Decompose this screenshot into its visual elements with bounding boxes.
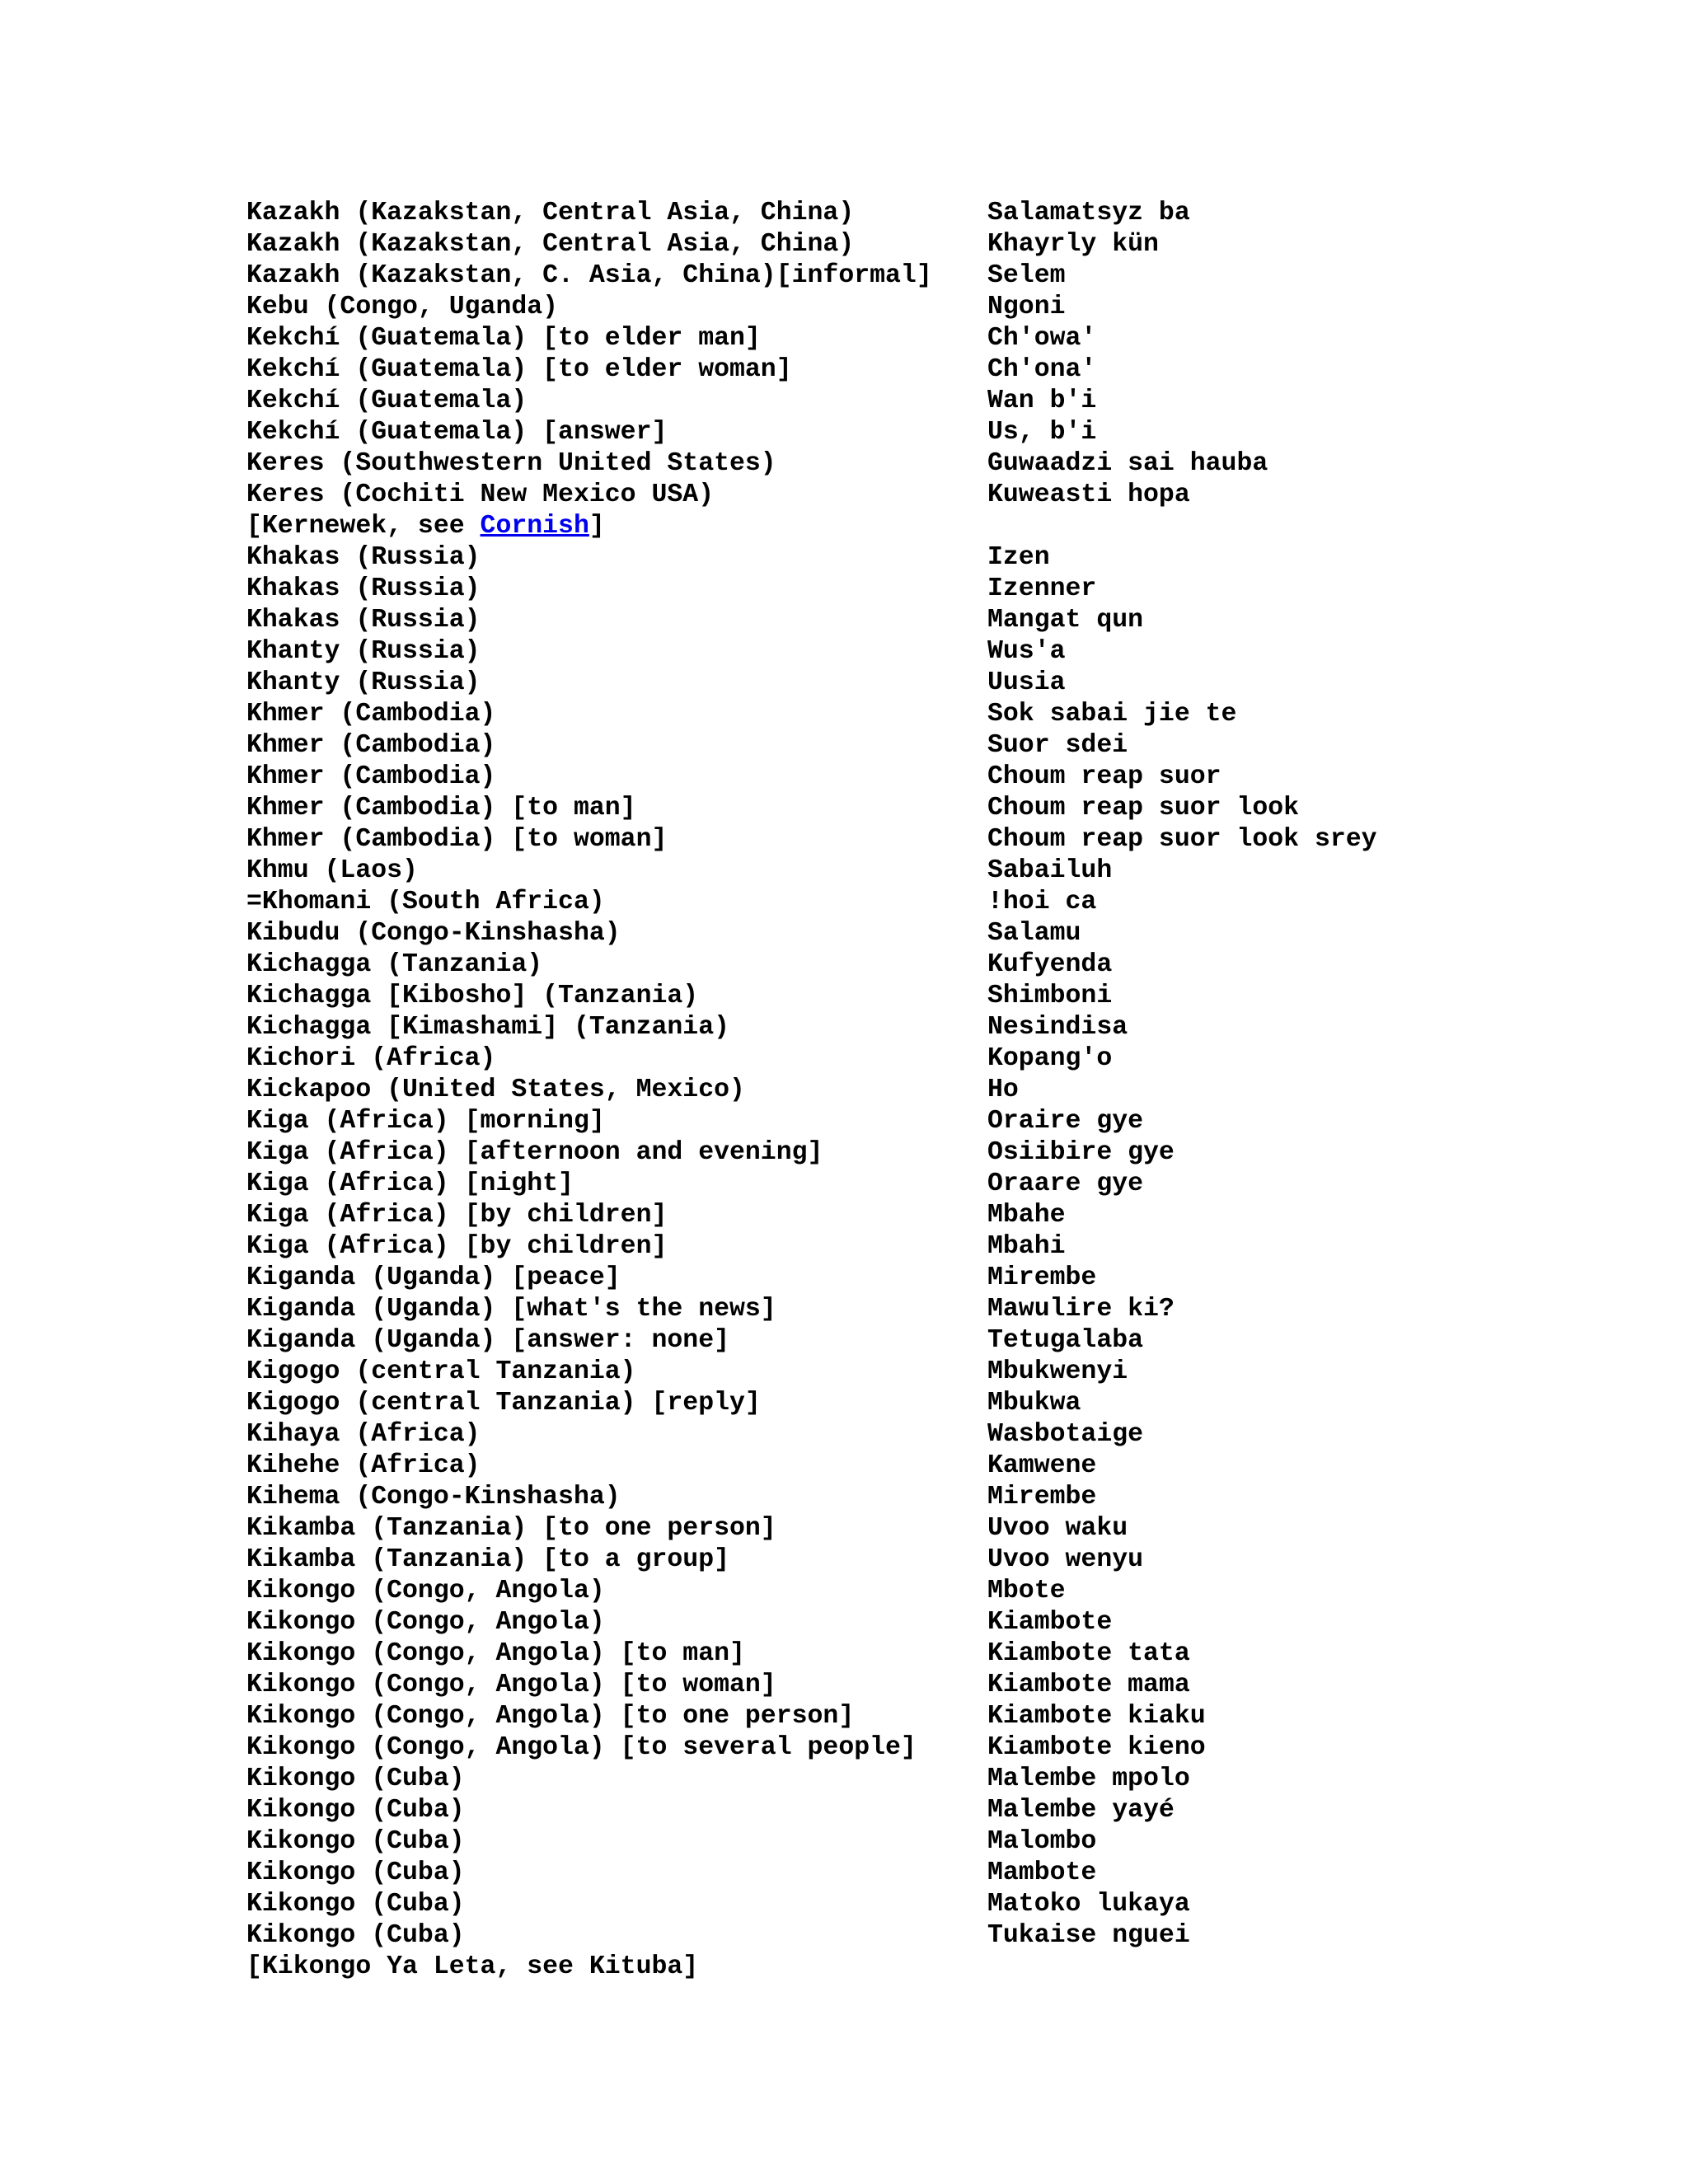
language-name: Kekchí (Guatemala) [246, 387, 528, 415]
language-name: Kikongo (Cuba) [246, 1858, 465, 1887]
language-name: Khmer (Cambodia) [246, 700, 496, 729]
language-name: Kichagga (Tanzania) [246, 950, 543, 979]
greeting-row [246, 855, 1648, 887]
greeting-text: Salamatsyz ba [987, 199, 1190, 227]
language-name: Kikongo (Cuba) [246, 1765, 465, 1793]
kernewek-note-prefix: [Kernewek, see [246, 512, 481, 541]
greeting-text: Khayrly kün [987, 230, 1159, 259]
greeting-row [246, 1357, 1648, 1388]
language-name: Kihema (Congo-Kinshasha) [246, 1483, 621, 1511]
greeting-row [246, 292, 1648, 323]
greeting-row [246, 1231, 1648, 1263]
greeting-text: Sabailuh [987, 856, 1113, 885]
language-name: Kihaya (Africa) [246, 1420, 481, 1449]
greeting-text: !hoi ca [987, 888, 1097, 916]
greeting-text: Mirembe [987, 1263, 1097, 1292]
greeting-text: Mirembe [987, 1483, 1097, 1511]
language-name: Kikongo (Cuba) [246, 1796, 465, 1825]
greeting-text: Us, b'i [987, 418, 1097, 447]
greeting-text: Shimboni [987, 982, 1113, 1010]
language-name: Kibudu (Congo-Kinshasha) [246, 919, 621, 948]
greeting-row [246, 1764, 1648, 1795]
greeting-text: Mawulire ki? [987, 1295, 1175, 1324]
language-name: Kikongo (Cuba) [246, 1890, 465, 1919]
greeting-text: Selem [987, 261, 1066, 290]
greeting-row [246, 1544, 1648, 1576]
greeting-text: Choum reap suor [987, 762, 1221, 791]
language-name: Kebu (Congo, Uganda) [246, 293, 559, 321]
greeting-text: Malembe mpolo [987, 1765, 1190, 1793]
language-name: Kazakh (Kazakstan, Central Asia, China) [246, 230, 855, 259]
greeting-row [246, 730, 1648, 762]
greeting-text: Oraire gye [987, 1107, 1144, 1136]
language-name: Khakas (Russia) [246, 606, 481, 635]
greeting-row [246, 981, 1648, 1012]
greeting-text: Mbote [987, 1577, 1066, 1605]
greeting-text: Guwaadzi sai hauba [987, 449, 1268, 478]
greeting-row [246, 1137, 1648, 1169]
greeting-row [246, 1858, 1648, 1889]
greeting-row [246, 1043, 1648, 1075]
greeting-text: Malembe yayé [987, 1796, 1175, 1825]
language-name: Khmer (Cambodia) [to woman] [246, 825, 668, 854]
language-name: Khanty (Russia) [246, 668, 481, 697]
language-name: Kekchí (Guatemala) [to elder man] [246, 324, 761, 353]
greeting-text: Kufyenda [987, 950, 1113, 979]
language-name: Kikamba (Tanzania) [to a group] [246, 1545, 729, 1574]
greeting-row [246, 1263, 1648, 1294]
greeting-row [246, 605, 1648, 636]
greeting-row [246, 260, 1648, 292]
language-name: Kigogo (central Tanzania) [246, 1357, 636, 1386]
language-name: Khmer (Cambodia) [246, 731, 496, 760]
greeting-row [246, 448, 1648, 480]
greeting-row [246, 918, 1648, 949]
greeting-text: Izen [987, 543, 1050, 572]
language-name: Kichori (Africa) [246, 1044, 496, 1073]
greeting-text: Kiambote [987, 1608, 1113, 1637]
language-name: Kazakh (Kazakstan, Central Asia, China) [246, 199, 855, 227]
greeting-text: Izenner [987, 574, 1097, 603]
greeting-text: Malombo [987, 1827, 1097, 1856]
greeting-row [246, 1294, 1648, 1325]
greeting-text: Suor sdei [987, 731, 1128, 760]
greeting-row [246, 1169, 1648, 1200]
language-name: Kikongo (Cuba) [246, 1827, 465, 1856]
language-name: Khakas (Russia) [246, 543, 481, 572]
greeting-row [246, 542, 1648, 574]
greeting-row [246, 949, 1648, 981]
greeting-row [246, 887, 1648, 918]
language-name: Keres (Cochiti New Mexico USA) [246, 480, 715, 509]
greeting-text: Wan b'i [987, 387, 1097, 415]
greeting-text: Nesindisa [987, 1013, 1128, 1042]
language-name: Khmu (Laos) [246, 856, 418, 885]
language-name: Khakas (Russia) [246, 574, 481, 603]
greeting-text: Ch'owa' [987, 324, 1097, 353]
greeting-row [246, 1889, 1648, 1920]
language-name: Kazakh (Kazakstan, C. Asia, China)[informal] [246, 261, 932, 290]
language-name: Kikongo (Congo, Angola) [to man] [246, 1639, 745, 1668]
greeting-text: Salamu [987, 919, 1081, 948]
greeting-row [246, 1732, 1648, 1764]
greeting-row [246, 1513, 1648, 1544]
greeting-text: Wasbotaige [987, 1420, 1144, 1449]
language-name: Kiganda (Uganda) [answer: none] [246, 1326, 729, 1355]
language-name: Kichagga [Kibosho] (Tanzania) [246, 982, 699, 1010]
greeting-text: Osiibire gye [987, 1138, 1175, 1167]
greetings-block-a [246, 198, 1648, 511]
greeting-text: Kiambote kiaku [987, 1702, 1206, 1731]
kikongo-ya-leta-note: [Kikongo Ya Leta, see Kituba] [246, 1952, 699, 1981]
language-name: Kiga (Africa) [night] [246, 1169, 574, 1198]
greeting-text: Ngoni [987, 293, 1066, 321]
greeting-text: Uvoo waku [987, 1514, 1128, 1543]
language-name: Khanty (Russia) [246, 637, 481, 666]
greeting-row [246, 1576, 1648, 1607]
greeting-text: Mbahi [987, 1232, 1066, 1261]
greeting-text: Sok sabai jie te [987, 700, 1237, 729]
greeting-text: Tetugalaba [987, 1326, 1144, 1355]
greetings-block-b [246, 542, 1648, 1952]
greeting-row [246, 1920, 1648, 1952]
greeting-row [246, 1106, 1648, 1137]
language-name: Kichagga [Kimashami] (Tanzania) [246, 1013, 729, 1042]
language-name: Khmer (Cambodia) [246, 762, 496, 791]
language-name: Kickapoo (United States, Mexico) [246, 1076, 745, 1104]
greeting-text: Kopang'o [987, 1044, 1113, 1073]
language-name: Kikongo (Congo, Angola) [to woman] [246, 1671, 776, 1699]
greeting-row [246, 198, 1648, 229]
greeting-text: Kiambote tata [987, 1639, 1190, 1668]
language-name: Kiga (Africa) [by children] [246, 1201, 668, 1230]
kernewek-note [246, 511, 1648, 542]
greeting-text: Kiambote mama [987, 1671, 1190, 1699]
greeting-row [246, 824, 1648, 855]
language-name: Kiganda (Uganda) [peace] [246, 1263, 621, 1292]
greeting-row [246, 417, 1648, 448]
kernewek-note-suffix: ] [588, 512, 605, 541]
greeting-text: Oraare gye [987, 1169, 1144, 1198]
language-name: Kihehe (Africa) [246, 1451, 481, 1480]
greeting-text: Mangat qun [987, 606, 1144, 635]
greeting-text: Ch'ona' [987, 355, 1097, 384]
greeting-row [246, 574, 1648, 605]
greeting-row [246, 386, 1648, 417]
language-name: Kiganda (Uganda) [what's the news] [246, 1295, 776, 1324]
greeting-text: Tukaise nguei [987, 1921, 1190, 1950]
greeting-row [246, 1451, 1648, 1482]
greeting-row [246, 1012, 1648, 1043]
greeting-row [246, 1325, 1648, 1357]
greeting-text: Uusia [987, 668, 1066, 697]
language-name: Kikongo (Congo, Angola) [246, 1577, 605, 1605]
greeting-row [246, 699, 1648, 730]
greeting-row [246, 1482, 1648, 1513]
greeting-row [246, 1419, 1648, 1451]
language-name: Kikamba (Tanzania) [to one person] [246, 1514, 776, 1543]
greeting-text: Choum reap suor look srey [987, 825, 1377, 854]
greeting-row [246, 323, 1648, 354]
greeting-text: Kuweasti hopa [987, 480, 1190, 509]
language-name: Kiga (Africa) [afternoon and evening] [246, 1138, 823, 1167]
language-name: Kikongo (Congo, Angola) [to one person] [246, 1702, 855, 1731]
greeting-row [246, 1826, 1648, 1858]
greeting-row [246, 793, 1648, 824]
greeting-text: Choum reap suor look [987, 794, 1300, 823]
language-name: Kiga (Africa) [morning] [246, 1107, 605, 1136]
language-name: Keres (Southwestern United States) [246, 449, 776, 478]
greeting-row [246, 354, 1648, 386]
greeting-row [246, 668, 1648, 699]
language-name: Khmer (Cambodia) [to man] [246, 794, 636, 823]
greeting-row [246, 1670, 1648, 1701]
greeting-row [246, 1795, 1648, 1826]
greeting-row [246, 1638, 1648, 1670]
language-name: Kekchí (Guatemala) [to elder woman] [246, 355, 792, 384]
greeting-row [246, 1607, 1648, 1638]
greeting-row [246, 636, 1648, 668]
greeting-text: Uvoo wenyu [987, 1545, 1144, 1574]
greeting-text: Wus'a [987, 637, 1066, 666]
greeting-row [246, 1388, 1648, 1419]
greeting-text: Mbukwa [987, 1389, 1081, 1418]
greeting-text: Kiambote kieno [987, 1733, 1206, 1762]
greeting-row [246, 1075, 1648, 1106]
greeting-row [246, 480, 1648, 511]
greeting-row [246, 762, 1648, 793]
greeting-row [246, 1200, 1648, 1231]
greeting-row [246, 229, 1648, 260]
language-name: Kekchí (Guatemala) [answer] [246, 418, 668, 447]
greeting-text: Matoko lukaya [987, 1890, 1190, 1919]
greetings-list [246, 198, 1648, 1983]
greeting-text: Mambote [987, 1858, 1097, 1887]
language-name: Kiga (Africa) [by children] [246, 1232, 668, 1261]
language-name: Kikongo (Cuba) [246, 1921, 465, 1950]
language-name: =Khomani (South Africa) [246, 888, 605, 916]
greeting-row [246, 1701, 1648, 1732]
language-name: Kikongo (Congo, Angola) [to several people] [246, 1733, 917, 1762]
greeting-text: Mbukwenyi [987, 1357, 1128, 1386]
cornish-link[interactable]: Cornish [480, 512, 589, 541]
greeting-text: Ho [987, 1076, 1019, 1104]
greeting-text: Kamwene [987, 1451, 1097, 1480]
language-name: Kikongo (Congo, Angola) [246, 1608, 605, 1637]
language-name: Kigogo (central Tanzania) [reply] [246, 1389, 761, 1418]
greeting-text: Mbahe [987, 1201, 1066, 1230]
